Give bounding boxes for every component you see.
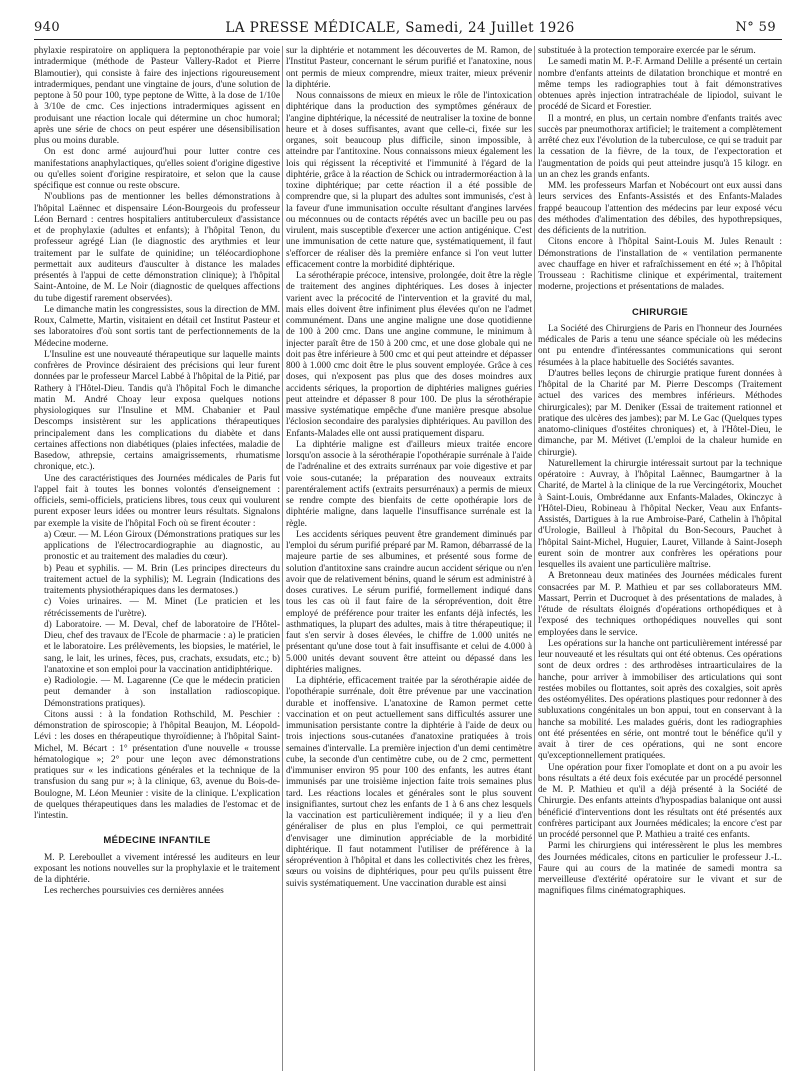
paragraph: Les accidents sériques peuvent être grandement diminués par l'emploi du sérum purifié préparé par M. Ramon, débarrassé de la majeure partie de ses albumines, et présenté sous forme de solution d'antitoxine sans craindre aucun accident sérique ou n'en avoir que de relativement bénins, quand le sérum est administré à doses curatives. Le sérum purifié, formellement indiqué dans tous les cas où il faut faire de la séroprévention, doit être employé de préférence pour traiter les enfants déjà infectés, les asthmatiques, la plupart des adultes, mais à titre thérapeutique; il faut s'en servir à doses élevées, le chiffre de 1.000 unités ne présentant qu'une dose tout à fait insuffisante et celui de 4.000 à 5.000 unités devant souvent être atteint ou dépassé dans les diphtéries malignes. [286, 529, 532, 675]
page-number: 940 [34, 20, 61, 35]
paragraph: sur la diphtérie et notamment les découvertes de M. Ramon, de l'Institut Pasteur, concernant le sérum purifié et l'anatoxine, nous ont permis de mieux comprendre, mieux traiter, mieux prévenir la diphtérie. [286, 46, 532, 90]
column-left [34, 46, 280, 1066]
paragraph: Citons aussi : à la fondation Rothschild, M. Peschier : démonstration de spiroscopie; à l'hôpital Beaujon, M. Léopold-Lévi : les doses en thérapeutique thyroïdienne; à l'hôpital Saint-Michel, M. Bécart : 1° présentation d'une nouvelle « trousse hématologique »; 2° pour une leçon avec démonstrations pratiques sur « les indications générales et la technique de la transfusion du sang pur »; à la clinique, 63, avenue du Bois-de-Boulogne, M. Léon Meunier : visite de la clinique. L'explication de quelques thérapeutiques dans les maladies de l'estomac et de l'intestin. [34, 709, 280, 821]
paragraph: Le dimanche matin les congressistes, sous la direction de MM. Roux, Calmette, Martin, visitaient en détail cet Institut Pasteur et ses laboratoires d'où sont sortis tant de perfectionnements de la Médecine moderne. [34, 304, 280, 349]
list-item: a) Cœur. — M. Léon Giroux (Démonstrations pratiques sur les applications de l'électrocardiographie au diagnostic, au pronostic et au traitement des maladies du cœur). [44, 529, 280, 563]
list-item: d) Laboratoire. — M. Deval, chef de laboratoire de l'Hôtel-Dieu, chef des travaux de l'Ecole de pharmacie : a) le praticien et le laboratoire. Les prélèvements, les biopsies, le matériel, le sang, le lait, les urines, fèces, pus, crachats, exsudats, etc.; b) l'anatoxine et son emploi pour la vaccination antidiphtérique. [44, 619, 280, 675]
paragraph: L'Insuline est une nouveauté thérapeutique sur laquelle maints confrères de Province désiraient des précisions qui leur furent données par le professeur Marcel Labbé à l'hôpital de la Pitié, par Rathery à l'Hôtel-Dieu. Tandis qu'à l'hôpital Foch le dimanche matin M. André Choay leur exposa quelques notions physiologiques sur l'Insuline et MM. Chabanier et Paul Descomps insistèrent sur les applications thérapeutiques principalement dans les complications du diabète et dans certaines affections non diabétiques (plaies infectées, maladie de Basedow, athrepsie, certains amaigrissements, rhumatisme chronique, etc.). [34, 349, 280, 473]
paragraph: Une opération pour fixer l'omoplate et dont on a pu avoir les bons résultats a été deux fois exécutée par un procédé personnel de M. P. Mathieu et qu'il a déjà présenté à la Société de Chirurgie. Des enfants atteints d'hypospadias balanique ont aussi bénéficié d'interventions dont les résultats ont été présentés aux confrères participant aux Journées médicales; la encore c'est par un procédé personnel que P. Mathieu a traité ces enfants. [538, 762, 782, 840]
paragraph: Citons encore à l'hôpital Saint-Louis M. Jules Renault : Démonstrations de l'installation de « ventilation permanente avec chauffage en hiver et rafraîchissement en été »; à l'hôpital Trousseau : Rachitisme clinique et expérimental, traitement moderne, projections et présentations de malades. [538, 237, 782, 293]
paragraph: La diphtérie maligne est d'ailleurs mieux traitée encore lorsqu'on associe à la sérothérapie l'opothérapie surrénale à l'aide de l'adrénaline et des extraits surrénaux par voie digestive et par voie sous-cutanée; la préparation des nouveaux extraits parentéralement actifs (extraits persurrénaux) a permis de mieux se rendre compte des bienfaits de cette opothérapie lors de diphtérie maligne, dans laquelle l'insuffisance surrénale est la règle. [286, 439, 532, 529]
list-item: e) Radiologie. — M. Lagarenne (Ce que le médecin praticien peut demander à son installation radioscopique. Démonstrations pratiques). [44, 676, 280, 709]
paragraph: On est donc armé aujourd'hui pour lutter contre ces manifestations anaphylactiques, qu'elles soient d'origine digestive ou qu'elles soient d'origine respiratoire, et selon que la cause spécifique est connue ou reste obscure. [34, 147, 280, 191]
paragraph: Nous connaissons de mieux en mieux le rôle de l'intoxication diphtérique dans la production des symptômes généraux de l'angine diphtérique, la nécessité de neutraliser la toxine de bonne heure et à doses suffisantes, avant que celle-ci, fixée sur les organes, soit beaucoup plus difficile, sinon impossible, à atteindre par l'antitoxine. Nous connaissons mieux également les lois qui régissent la réceptivité et l'immunité à l'égard de la diphtérie, grâce à la réaction de Schick ou intradermoréaction à la toxine diphtérique; par cette réaction il a été possible de comprendre que, si la plupart des adultes sont immunisés, c'est à la faveur d'une immunisation occulte résultant d'angines larvées ou méconnues ou de contacts répétés avec un bacille peu ou pas virulent, mais susceptible d'exercer une action antigénique. C'est une immunisation de cette nature que, systématiquement, il faut s'efforcer de réaliser dès la première enfance si l'on veut lutter efficacement contre la morbidité diphtérique. [286, 91, 532, 270]
paragraph: Le samedi matin M. P.-F. Armand Delille a présenté un certain nombre d'enfants atteints de dilatation bronchique et montré en même temps les radiographies tout à fait démonstratives obtenues après injection intratrachéale de lipiodol, suivant le procédé de Sicard et Forestier. [538, 57, 782, 113]
paragraph: phylaxie respiratoire on appliquera la peptonothérapie par voie intradermique (méthode de Pasteur Vallery-Radot et Pierre Blamoutier), qui consiste à faire des injections rigoureusement intradermiques, pendant une vingtaine de jours, d'une solution de peptone à 50 pour 100, type peptone de Witte, à la dose de 1/10e à 3/10e de cmc. Ces injections intradermiques agissent en produisant une réaction locale qui détermine un choc humoral; après une série de chocs on peut espérer une désensibilisation plus ou moins durable. [34, 46, 280, 146]
paragraph: D'autres belles leçons de chirurgie pratique furent données à l'hôpital de la Charité par M. Pierre Descomps (Traitement actuel des varices des membres inférieurs. Méthodes chirurgicales); par M. Deniker (Essai de traitement rationnel et pratique des ulcères des jambes); par M. Le Gac (Quelques types anatomo-cliniques d'ostéites chroniques) et, à l'Hôtel-Dieu, le dimanche, par M. Métivet (L'emploi de la chaleur humide en chirurgie). [538, 368, 782, 458]
paragraph: Naturellement la chirurgie intéressait surtout par la technique opératoire : Auvray, à l'hôpital Laënnec, Baumgartner à la Charité, de Martel à la clinique de la rue Vercingétorix, Mouchet à Saint-Louis, Ombrédanne aux Enfants-Malades, Okinczyc à l'Hôtel-Dieu, Robineau à l'hôpital Necker, Veau aux Enfants-Assistés, Dartigues à la rue Ambroise-Paré, Cathelin à l'hôpital d'Urologie, Bailleul à l'hôpital du Bon-Secours, Pauchet à l'hôpital Saint-Michel, Huguier, Lauret, Villande à Saint-Joseph eurent soin de montrer aux confrères les opérations pour lesquelles ils avaient une particulière maîtrise. [538, 458, 782, 570]
paragraph: Les recherches poursuivies ces dernières années [44, 886, 224, 897]
paragraph: M. P. Lereboullet a vivement intéressé les auditeurs en leur exposant les notions nouvelles sur la prophylaxie et le traitement de la diphtérie. [34, 852, 280, 885]
issue-number: N° 59 [735, 20, 776, 35]
section-heading-medecine-infantile: MÉDECINE INFANTILE [103, 835, 211, 847]
journal-title: LA PRESSE MÉDICALE, Samedi, 24 Juillet 1926 [225, 20, 575, 36]
paragraph: La diphtérie, efficacement traitée par la sérothérapie aidée de l'opothérapie surrénale, doit être prévenue par une vaccination durable et inoffensive. L'anatoxine de Ramon permet cette vaccination et on peut actuellement sans difficultés assurer une immunisation persistante contre la diphtérie à l'aide de deux ou trois injections sous-cutanées d'anatoxine pratiquées à trois semaines d'intervalle. La première injection d'un demi centimètre cube, la seconde d'un centimètre cube, ou de 2 cmc, permettent d'immuniser environ 95 pour 100 des enfants, les autres étant immunisés par une troisième injection faite trois semaines plus tard. Les réactions locales et générales sont le plus souvent insignifiantes, surtout chez les enfants de 1 à 6 ans chez lesquels la vaccination est particulièrement indiquée; il y a lieu d'en généraliser de plus en plus l'emploi, ce qui permettrait d'envisager une diminution appréciable de la morbidité diphtérique. Il faut notamment l'utiliser de préférence à la séroprévention à l'hôpital et dans les collectivités chez les frères, sœurs ou voisins de diphtériques, pour peu qu'ils puissent être suivis systématiquement. Une vaccination durable est ainsi [286, 676, 532, 889]
paragraph: La Société des Chirurgiens de Paris en l'honneur des Journées médicales de Paris a tenu une séance spéciale où les médecins ont pu entendre d'intéressantes communications qui seront résumées à la place habituelle des Sociétés savantes. [538, 323, 782, 368]
paragraph: substituée à la protection temporaire exercée par le sérum. [538, 46, 756, 56]
header-rule [34, 39, 782, 40]
paragraph: Il a montré, en plus, un certain nombre d'enfants traités avec succès par pneumothorax artificiel; le traitement a complètement arrêté chez eux l'évolution de la tuberculose, ce qui se traduit par la cessation de la fièvre, de la toux, de l'expectoration et l'augmentation de poids qui peut atteindre jusqu'à 15 kilogr. en un an chez les grands enfants. [538, 113, 782, 180]
list-item: b) Peau et syphilis. — M. Brin (Les principes directeurs du traitement actuel de la syphilis); M. Legrain (Indications des traitements physiothérapiques dans les dermatoses.) [44, 563, 280, 596]
paragraph: N'oublions pas de mentionner les belles démonstrations à l'hôpital Laënnec et dispensaire Léon-Bourgeois du professeur Léon Bernard : centres hospitaliers antituberculeux d'assistance et de prophylaxie (adultes et enfants); à l'hôpital Tenon, du professeur agrégé Lian (le diagnostic des arythmies et leur traitement par le sulfate de quinidine; un téléocardiophone permettait aux auditeurs d'ausculter à distance les malades présentés à l'appui de cette démonstration clinique); à l'hôpital Saint-Antoine, de M. Le Noir (diagnostic de quelques affections du tube digestif rarement observées). [34, 192, 280, 304]
list-item: c) Voies urinaires. — M. Minet (Le praticien et les rétrécissements de l'urètre). [44, 597, 280, 619]
paragraph: A Bretonneau deux matinées des Journées médicales furent consacrées par M. P. Mathieu et par ses collaborateurs MM. Massart, Perrin et Ducroquet à des présentations de malades, à l'étude de résultats éloignés d'opérations orthopédiques et à l'exposé des techniques orthopédiques nouvelles qui sont employées dans le service. [538, 571, 782, 638]
column-divider [534, 46, 535, 1071]
column-divider [282, 46, 283, 1071]
paragraph: Une des caractéristiques des Journées médicales de Paris fut l'appel fait à toutes les bonnes volontés d'enseignement : officiels, semi-officiels, praticiens libres, tous ceux qui voulurent purent exposer leurs idées ou montrer leurs résultats. Signalons par exemple la visite de l'hôpital Foch où se firent écouter : [34, 473, 280, 529]
paragraph: Les opérations sur la hanche ont particulièrement intéressé par leur nouveauté et les résultats qui ont été obtenus. Ces opérations sont de deux ordres : des arthrodèses intraarticulaires de la hanche, pour arriver à immobiliser des articulations qui sont restées mobiles ou flottantes, soit après des coxalgies, soit après des ostéomyélites. Des opérations plastiques pour redonner à des subluxations congénitales un bon appui, tout en conservant à la hanche sa mobilité. Les malades guéris, dont les radiographies ont été présentées en série, ont montré tout le bénéfice qu'il y avait à tirer de ces opérations, qui ne sont encore qu'exceptionnellement pratiquées. [538, 638, 782, 762]
column-right [538, 46, 782, 1066]
column-middle [286, 46, 532, 1066]
section-heading-chirurgie: CHIRURGIE [631, 306, 688, 318]
paragraph: La sérothérapie précoce, intensive, prolongée, doit être la règle de traitement des angines diphtériques. Les doses à injecter varient avec la précocité de l'intervention et la gravité du mal, mais elles doivent être infiniment plus élevées qu'on ne l'admet communément. Dans une angine maligne une dose quotidienne de 100 à 200 cmc. Dans une angine commune, le minimum à injecter paraît être de 150 à 200 cmc, et une dose globale qui ne doit pas être inférieure à 500 cmc et qui peut atteindre et dépasser 800 à 1.000 cmc doit être le plus souvent employée. Grâce à ces doses, qui n'exposent pas plus que des doses moindres aux accidents sériques, la proportion de diphtéries malignes guéries peut atteindre et dépasser 8 pour 100. De plus la sérothérapie massive systématique empêche d'une manière presque absolue l'éclosion secondaire des paralysies diphtériques. Au pavillon des Enfants-Malades elle ont aussi pratiquement disparu. [286, 271, 532, 439]
paragraph: Parmi les chirurgiens qui intéressèrent le plus les membres des Journées médicales, citons en particulier le professeur J.-L. Faure qui au cours de la matinée de samedi montra sa merveilleuse d'extérité opératoire sur le vivant et sur de magnifiques films cinématographiques. [538, 841, 782, 897]
paragraph: MM. les professeurs Marfan et Nobécourt ont eux aussi dans leurs services des Enfants-Assistés et des Enfants-Malades frappé beaucoup l'attention des médecins par leur exposé vécu des méthodes d'alimentation des débiles, des hypothrepsiques, des déficients de la nutrition. [538, 181, 782, 236]
